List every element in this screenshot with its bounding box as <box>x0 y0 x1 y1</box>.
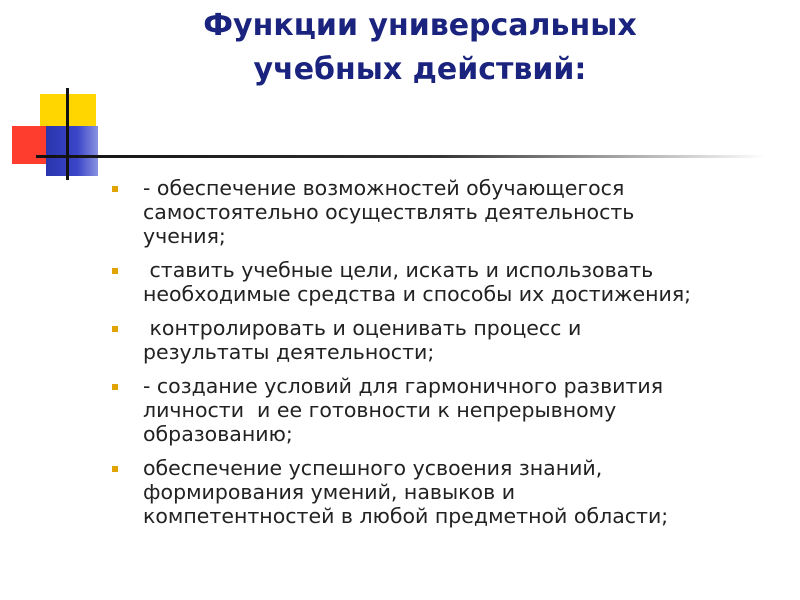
title-line-2: учебных действий: <box>253 52 587 87</box>
list-item <box>110 374 770 446</box>
list-item-line: формирования умений, навыков и <box>143 480 516 504</box>
list-item <box>110 316 770 364</box>
list-item-line: личности и ее готовности к непрерывному <box>143 398 617 422</box>
bullet-list <box>110 176 770 538</box>
slide-title <box>110 4 730 92</box>
list-item <box>110 456 770 528</box>
list-item-line: - обеспечение возможностей обучающегося <box>143 176 625 200</box>
square-bullet-icon <box>112 326 118 332</box>
list-item-line: компетентностей в любой предметной области; <box>143 504 669 528</box>
list-item-line: - создание условий для гармоничного развития <box>143 374 664 398</box>
vertical-divider-line <box>66 88 69 180</box>
square-bullet-icon <box>112 186 118 192</box>
title-line-1: Функции универсальных <box>203 8 637 43</box>
square-bullet-icon <box>112 384 118 390</box>
list-item-line: результаты деятельности; <box>143 340 435 364</box>
blue-square <box>46 126 98 176</box>
list-item-line: контролировать и оценивать процесс и <box>143 316 582 340</box>
square-bullet-icon <box>112 268 118 274</box>
list-item <box>110 176 770 248</box>
list-item-line: ставить учебные цели, искать и использовать <box>143 258 654 282</box>
list-item-line: обеспечение успешного усвоения знаний, <box>143 456 603 480</box>
horizontal-divider-line <box>36 155 766 158</box>
square-bullet-icon <box>112 466 118 472</box>
list-item-line: необходимые средства и способы их достижения; <box>143 282 692 306</box>
list-item-line: самостоятельно осуществлять деятельность <box>143 200 635 224</box>
list-item <box>110 258 770 306</box>
list-item-line: учения; <box>143 224 226 248</box>
list-item-line: образованию; <box>143 422 293 446</box>
